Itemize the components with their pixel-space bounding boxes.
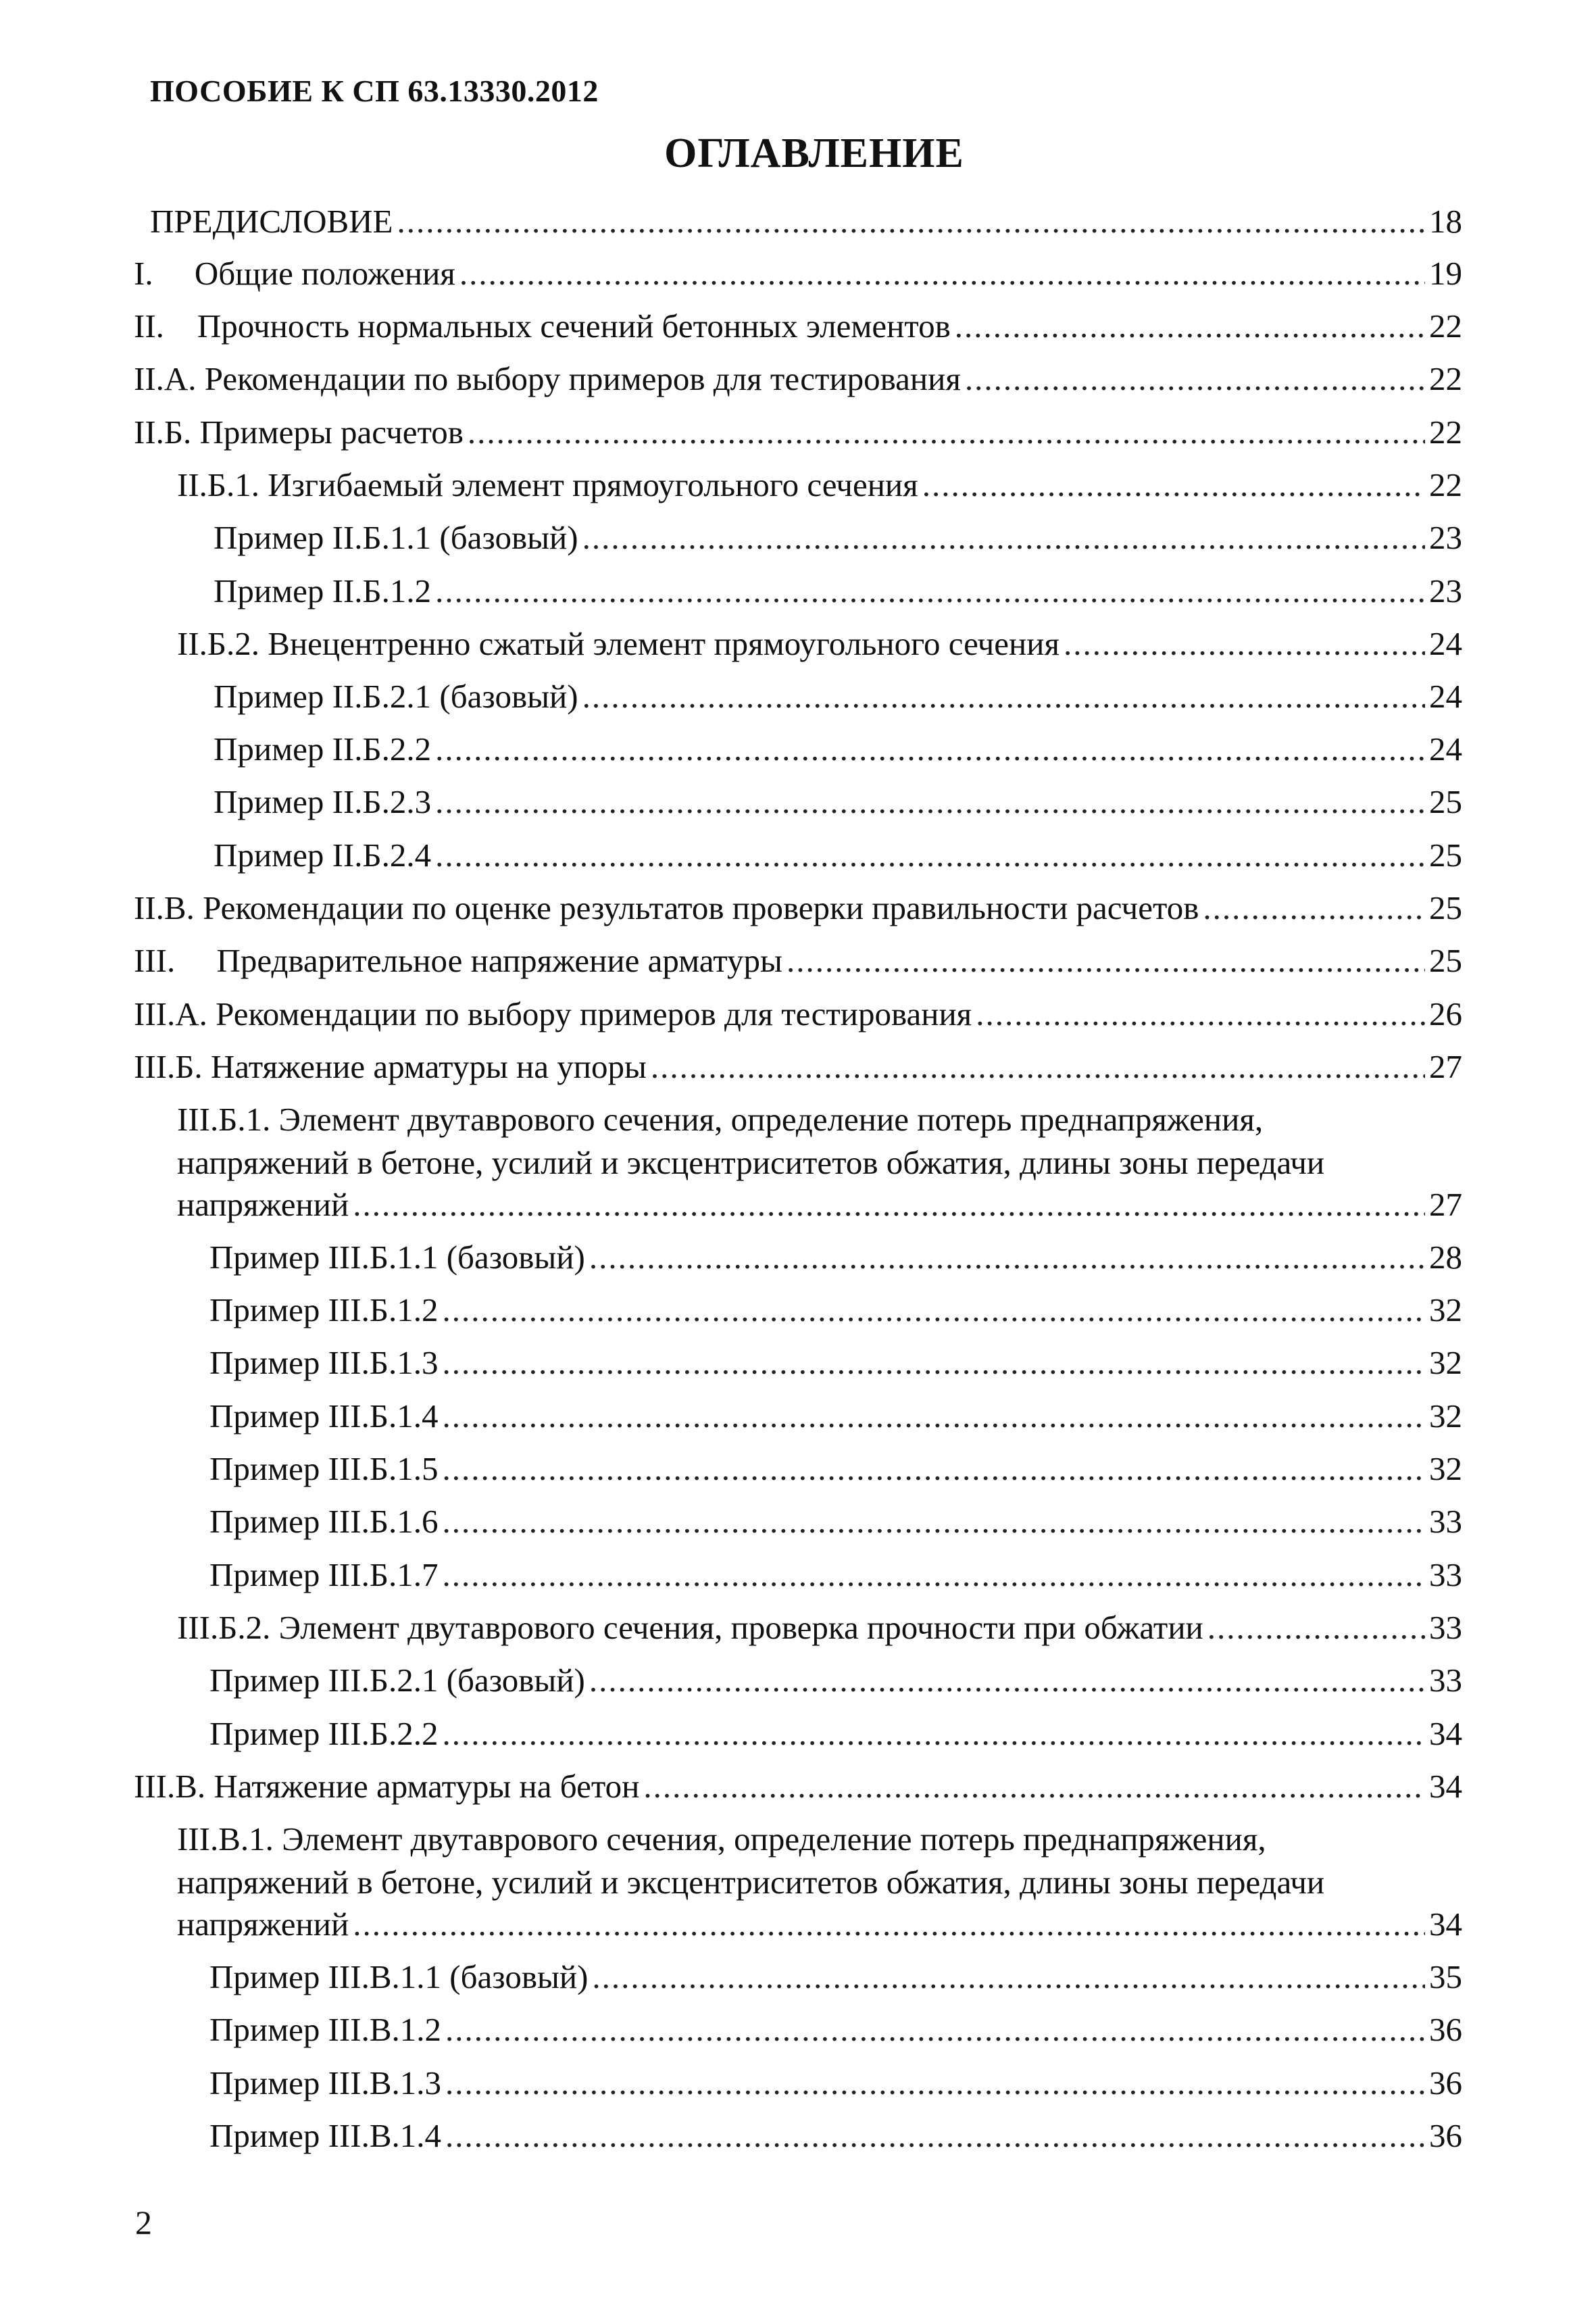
dot-leader — [435, 570, 1425, 612]
dot-leader — [442, 1713, 1425, 1755]
toc-entry[interactable] — [134, 940, 1462, 982]
toc-entry[interactable] — [209, 1237, 1462, 1278]
toc-entry[interactable] — [209, 1395, 1462, 1437]
toc-entry-page: 23 — [1429, 572, 1462, 609]
toc-entry-page: 33 — [1429, 1662, 1462, 1699]
toc-entry[interactable] — [134, 993, 1462, 1035]
toc-entry[interactable] — [134, 412, 1462, 453]
toc-entry-label: II.А. Рекомендации по выбору примеров для тестирования — [134, 360, 961, 397]
dot-leader — [442, 1342, 1425, 1384]
toc-entry-label: Пример II.Б.2.4 — [214, 837, 432, 874]
toc-entry[interactable] — [134, 358, 1462, 400]
toc-entry-label: III.А. Рекомендации по выбору примеров для тестирования — [134, 995, 972, 1032]
dot-leader — [976, 993, 1425, 1035]
toc-entry-label-line1: III.Б.1. Элемент двутаврового сечения, определение потерь преднапряжения, — [177, 1101, 1264, 1138]
toc-entry-label: II.Б.2. Внецентренно сжатый элемент прямоугольного сечения — [177, 625, 1059, 662]
dot-leader — [353, 1184, 1425, 1226]
toc-entry[interactable] — [209, 1554, 1462, 1596]
toc-entry-label-line3: напряжений — [177, 1906, 349, 1943]
dot-leader — [643, 1766, 1425, 1808]
dot-leader — [442, 1289, 1425, 1331]
toc-entry-page: 22 — [1429, 360, 1462, 397]
toc-entry-page: 25 — [1429, 783, 1462, 820]
toc-entry-page: 22 — [1429, 466, 1462, 503]
toc-entry-label: Пример III.Б.2.2 — [209, 1715, 439, 1752]
toc-entry[interactable] — [209, 1342, 1462, 1384]
toc-entry-label: II.Б.1. Изгибаемый элемент прямоугольного сечения — [177, 466, 918, 503]
toc-entry-label-line3: напряжений — [177, 1186, 349, 1223]
toc-entry[interactable] — [209, 2115, 1462, 2157]
toc-entry-label: Пример III.Б.1.6 — [209, 1503, 439, 1540]
dot-leader — [1064, 623, 1425, 665]
dot-leader — [445, 2009, 1425, 2051]
toc-entry-page: 34 — [1429, 1768, 1462, 1805]
dot-leader — [353, 1903, 1425, 1945]
toc-entry-page: 26 — [1429, 995, 1462, 1032]
dot-leader — [589, 1660, 1425, 1701]
toc-entry[interactable] — [177, 623, 1462, 665]
dot-leader — [1207, 1607, 1425, 1649]
toc-entry[interactable] — [209, 1501, 1462, 1543]
toc-entry-page: 36 — [1429, 2064, 1462, 2101]
toc-entry[interactable] — [214, 781, 1462, 823]
dot-leader — [582, 517, 1425, 559]
toc-entry[interactable] — [209, 2009, 1462, 2051]
toc-entry[interactable] — [177, 1903, 1462, 1945]
toc-entry-label: Пример III.Б.1.3 — [209, 1344, 439, 1381]
toc-entry-page: 32 — [1429, 1344, 1462, 1381]
toc-entry[interactable] — [134, 1766, 1462, 1808]
toc-entry[interactable] — [150, 201, 1462, 243]
toc-entry-label: Пример II.Б.1.1 (базовый) — [214, 519, 578, 556]
dot-leader — [445, 2062, 1425, 2104]
toc-entry-page: 27 — [1429, 1186, 1462, 1223]
page-title: ОГЛАВЛЕНИЕ — [664, 130, 964, 176]
toc-entry-label: Пример II.Б.2.2 — [214, 730, 432, 768]
dot-leader — [435, 728, 1425, 770]
toc-entry-label: Пример III.В.1.1 (базовый) — [209, 1958, 589, 1995]
dot-leader — [592, 1956, 1425, 1998]
document-header: ПОСОБИЕ К СП 63.13330.2012 — [150, 74, 599, 108]
toc-entry[interactable] — [177, 1184, 1462, 1226]
toc-entry[interactable] — [209, 1956, 1462, 1998]
toc-entry-label-line2: напряжений в бетоне, усилий и эксцентриситетов обжатия, длины зоны передачи — [177, 1864, 1325, 1901]
dot-leader — [582, 676, 1425, 718]
dot-leader — [955, 305, 1425, 347]
toc-entry-label: II. Прочность нормальных сечений бетонных элементов — [134, 307, 951, 345]
toc-entry[interactable] — [214, 676, 1462, 718]
toc-entry[interactable] — [209, 1713, 1462, 1755]
toc-entry-label: Пример III.Б.1.2 — [209, 1291, 439, 1328]
toc-entry-page: 24 — [1429, 730, 1462, 768]
toc-entry-page: 19 — [1429, 255, 1462, 292]
toc-entry-page: 33 — [1429, 1556, 1462, 1593]
toc-entry[interactable] — [134, 253, 1462, 295]
dot-leader — [468, 412, 1425, 453]
toc-entry[interactable] — [209, 2062, 1462, 2104]
toc-entry-label: III.В. Натяжение арматуры на бетон — [134, 1768, 640, 1805]
toc-entry-label: Пример III.Б.2.1 (базовый) — [209, 1662, 585, 1699]
toc-entry-page: 34 — [1429, 1715, 1462, 1752]
toc-entry-page: 32 — [1429, 1291, 1462, 1328]
toc-entry-page: 34 — [1429, 1906, 1462, 1943]
toc-entry-page: 18 — [1429, 203, 1462, 240]
toc-entry-label: Пример II.Б.1.2 — [214, 572, 432, 609]
toc-entry-page: 25 — [1429, 889, 1462, 926]
toc-entry-page: 32 — [1429, 1450, 1462, 1487]
toc-entry[interactable] — [214, 517, 1462, 559]
dot-leader — [442, 1395, 1425, 1437]
dot-leader — [787, 940, 1425, 982]
toc-entry-label: I. Общие положения — [134, 255, 455, 292]
dot-leader — [965, 358, 1425, 400]
toc-entry-page: 35 — [1429, 1958, 1462, 1995]
toc-entry-page: 22 — [1429, 414, 1462, 451]
toc-entry[interactable] — [177, 464, 1462, 506]
toc-entry-label-line2: напряжений в бетоне, усилий и эксцентриситетов обжатия, длины зоны передачи — [177, 1144, 1325, 1181]
toc-entry-label: Пример III.Б.1.7 — [209, 1556, 439, 1593]
toc-entry-label: Пример III.В.1.2 — [209, 2011, 441, 2048]
toc-entry[interactable] — [214, 728, 1462, 770]
toc-entry-page: 22 — [1429, 307, 1462, 345]
dot-leader — [397, 201, 1425, 243]
toc-entry[interactable] — [134, 305, 1462, 347]
toc-entry-page: 33 — [1429, 1503, 1462, 1540]
toc-entry-label-line1: III.В.1. Элемент двутаврового сечения, определение потерь преднапряжения, — [177, 1820, 1266, 1858]
page-number: 2 — [135, 2204, 152, 2241]
toc-entry-page: 33 — [1429, 1609, 1462, 1646]
toc-entry-page: 36 — [1429, 2011, 1462, 2048]
dot-leader — [651, 1046, 1425, 1088]
toc-entry-label: Пример II.Б.2.1 (базовый) — [214, 678, 578, 715]
dot-leader — [435, 835, 1425, 876]
dot-leader — [922, 464, 1425, 506]
dot-leader — [459, 253, 1425, 295]
dot-leader — [442, 1448, 1425, 1490]
toc-entry-label: III.Б. Натяжение арматуры на упоры — [134, 1048, 647, 1085]
toc-entry-label: III.Б.2. Элемент двутаврового сечения, проверка прочности при обжатии — [177, 1609, 1203, 1646]
toc-entry-page: 28 — [1429, 1239, 1462, 1276]
toc-entry-page: 25 — [1429, 942, 1462, 979]
dot-leader — [442, 1501, 1425, 1543]
toc-entry-label: II.Б. Примеры расчетов — [134, 414, 464, 451]
toc-entry[interactable] — [214, 835, 1462, 876]
toc-entry-label: III. Предварительное напряжение арматуры — [134, 942, 782, 979]
toc-entry-label: Пример III.В.1.4 — [209, 2117, 441, 2154]
toc-entry-page: 27 — [1429, 1048, 1462, 1085]
toc-entry-page: 24 — [1429, 625, 1462, 662]
toc-entry-page: 23 — [1429, 519, 1462, 556]
dot-leader — [1203, 887, 1425, 929]
toc-entry-label: ПРЕДИСЛОВИЕ — [150, 203, 393, 240]
dot-leader — [442, 1554, 1425, 1596]
dot-leader — [445, 2115, 1425, 2157]
toc-entry-label: II.В. Рекомендации по оценке результатов проверки правильности расчетов — [134, 889, 1199, 926]
toc-entry-label: Пример III.Б.1.1 (базовый) — [209, 1239, 585, 1276]
dot-leader — [435, 781, 1425, 823]
toc-entry-page: 36 — [1429, 2117, 1462, 2154]
dot-leader — [589, 1237, 1425, 1278]
toc-entry[interactable] — [209, 1448, 1462, 1490]
toc-entry[interactable] — [134, 1046, 1462, 1088]
toc-entry[interactable] — [209, 1289, 1462, 1331]
toc-entry[interactable] — [214, 570, 1462, 612]
toc-entry[interactable] — [177, 1607, 1462, 1649]
toc-entry-label: Пример III.Б.1.5 — [209, 1450, 439, 1487]
toc-entry-label: Пример II.Б.2.3 — [214, 783, 432, 820]
toc-entry-label: Пример III.В.1.3 — [209, 2064, 441, 2101]
toc-entry-page: 24 — [1429, 678, 1462, 715]
toc-entry[interactable] — [134, 887, 1462, 929]
toc-entry-label: Пример III.Б.1.4 — [209, 1397, 439, 1435]
toc-entry[interactable] — [209, 1660, 1462, 1701]
toc-entry-page: 25 — [1429, 837, 1462, 874]
toc-entry-page: 32 — [1429, 1397, 1462, 1435]
